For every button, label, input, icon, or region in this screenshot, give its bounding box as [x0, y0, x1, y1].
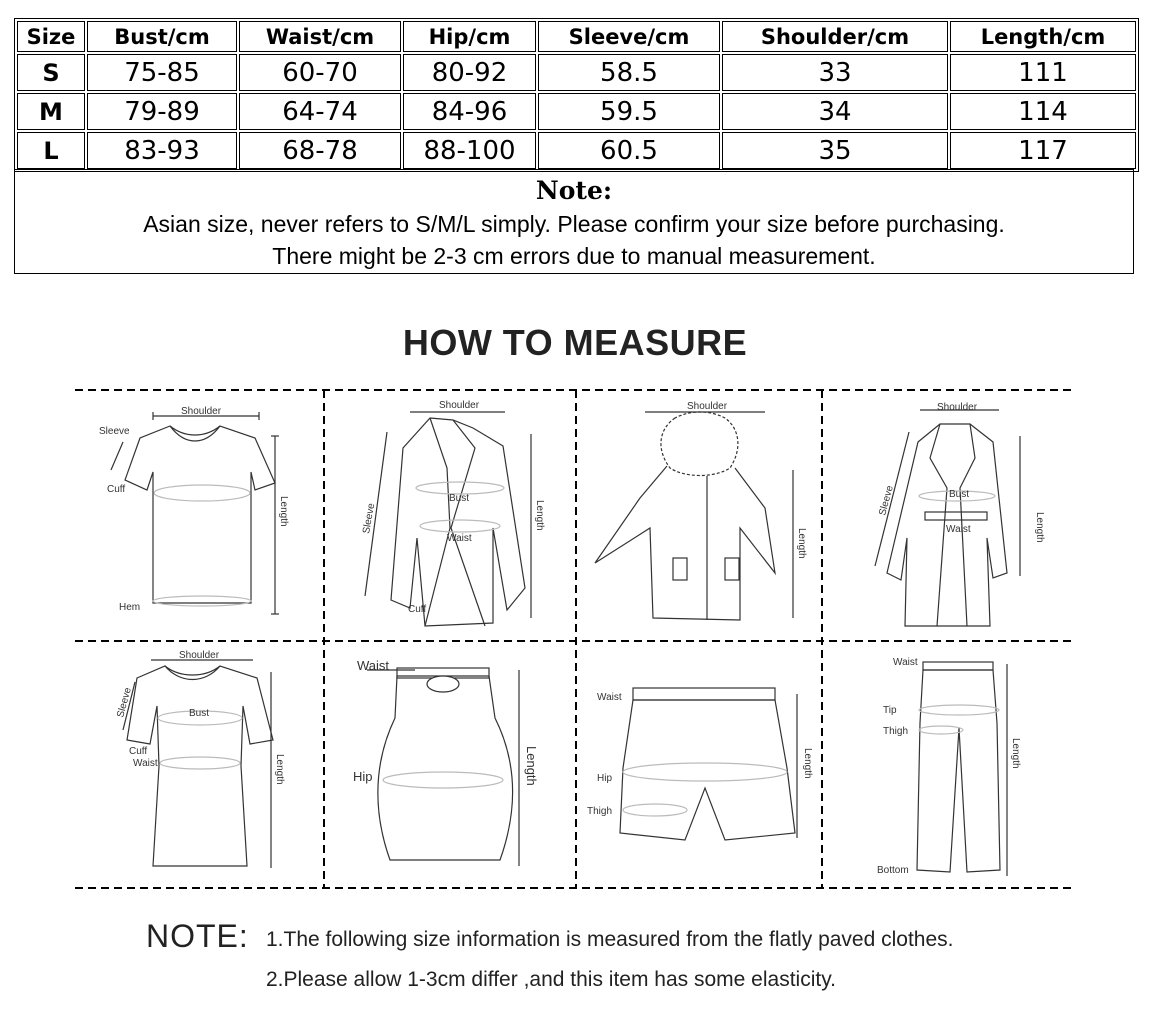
tshirt-icon: [111, 412, 279, 614]
label-waist: Waist: [447, 533, 472, 544]
table-cell: 88-100: [403, 132, 536, 169]
label-bottom: Bottom: [877, 865, 909, 876]
header-shoulder: Shoulder/cm: [722, 21, 948, 52]
note-line-2: There might be 2-3 cm errors due to manual measurement.: [272, 243, 876, 269]
label-length: Length: [796, 528, 807, 559]
size-table: [14, 18, 1139, 172]
table-cell: 75-85: [87, 54, 237, 91]
table-cell: 84-96: [403, 93, 536, 130]
trench-coat-icon: [875, 410, 1020, 626]
label-tip: Tip: [883, 705, 897, 716]
table-cell: 34: [722, 93, 948, 130]
grid-lines: [75, 390, 1075, 888]
label-cuff: Cuff: [107, 484, 126, 495]
label-hip: Hip: [353, 769, 373, 784]
header-bust: Bust/cm: [87, 21, 237, 52]
measure-diagram-grid: [75, 388, 1075, 890]
table-cell: 117: [950, 132, 1136, 169]
header-hip: Hip/cm: [403, 21, 536, 52]
label-bust: Bust: [189, 708, 210, 719]
table-cell: 60-70: [239, 54, 401, 91]
table-cell: 33: [722, 54, 948, 91]
label-shoulder: Shoulder: [181, 406, 222, 417]
trousers-icon: [917, 662, 1007, 876]
skirt-icon: [367, 668, 519, 866]
blazer-icon: [365, 412, 531, 626]
header-size: Size: [17, 21, 85, 52]
table-cell: 58.5: [538, 54, 720, 91]
note-title: Note:: [535, 176, 613, 205]
table-cell: 60.5: [538, 132, 720, 169]
label-waist: Waist: [597, 692, 622, 703]
size-label: M: [17, 93, 85, 130]
label-length: Length: [274, 754, 285, 785]
label-waist: Waist: [357, 658, 390, 673]
label-hem: Hem: [119, 602, 141, 613]
note-line-1: Asian size, never refers to S/M/L simply. Please confirm your size before purchasing.: [143, 211, 1005, 237]
table-row: [17, 132, 1136, 169]
note-box: [14, 169, 1134, 274]
label-shoulder: Shoulder: [687, 401, 728, 412]
label-cuff: Cuff: [408, 604, 427, 615]
label-length: Length: [1034, 512, 1045, 543]
table-row: [17, 93, 1136, 130]
table-cell: 79-89: [87, 93, 237, 130]
label-sleeve: Sleeve: [877, 484, 896, 517]
label-thigh: Thigh: [587, 806, 613, 817]
label-shoulder: Shoulder: [937, 402, 978, 413]
label-waist: Waist: [133, 758, 158, 769]
footnote-heading: NOTE:: [146, 918, 249, 954]
size-label: S: [17, 54, 85, 91]
how-to-measure-title: HOW TO MEASURE: [402, 322, 748, 363]
label-length: Length: [1010, 738, 1021, 769]
label-waist: Waist: [946, 524, 971, 535]
measure-diagram-svg: [75, 388, 1075, 890]
header-waist: Waist/cm: [239, 21, 401, 52]
footnote-line-1: 1.The following size information is measured from the flatly paved clothes.: [266, 928, 954, 951]
table-row: [17, 54, 1136, 91]
label-sleeve: Sleeve: [99, 426, 130, 437]
label-sleeve: Sleeve: [361, 502, 378, 535]
label-length: Length: [534, 500, 545, 531]
table-cell: 68-78: [239, 132, 401, 169]
label-length: Length: [524, 746, 539, 786]
label-bust: Bust: [949, 489, 970, 500]
table-cell: 114: [950, 93, 1136, 130]
footnote-line-2: 2.Please allow 1-3cm differ ,and this item has some elasticity.: [266, 968, 836, 991]
table-cell: 35: [722, 132, 948, 169]
label-shoulder: Shoulder: [439, 400, 480, 411]
label-cuff: Cuff: [129, 746, 148, 757]
label-shoulder: Shoulder: [179, 650, 220, 661]
table-cell: 111: [950, 54, 1136, 91]
label-length: Length: [278, 496, 289, 527]
label-length: Length: [802, 748, 813, 779]
label-hip: Hip: [597, 773, 613, 784]
label-thigh: Thigh: [883, 726, 909, 737]
table-cell: 64-74: [239, 93, 401, 130]
table-cell: 83-93: [87, 132, 237, 169]
fur-hood-coat-icon: [595, 412, 793, 620]
label-sleeve: Sleeve: [115, 686, 134, 719]
header-sleeve: Sleeve/cm: [538, 21, 720, 52]
table-cell: 80-92: [403, 54, 536, 91]
table-header-row: [17, 21, 1136, 52]
header-length: Length/cm: [950, 21, 1136, 52]
label-waist: Waist: [893, 657, 918, 668]
label-bust: Bust: [449, 493, 470, 504]
table-cell: 59.5: [538, 93, 720, 130]
size-label: L: [17, 132, 85, 169]
shorts-icon: [620, 688, 797, 840]
